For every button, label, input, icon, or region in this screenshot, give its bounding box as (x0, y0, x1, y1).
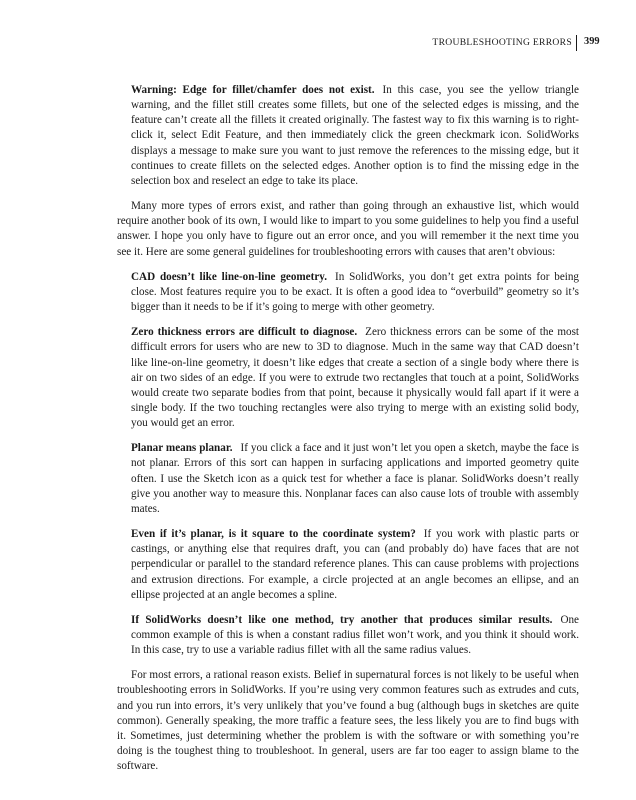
guideline-item (117, 441, 579, 517)
page-body (117, 83, 579, 784)
guidelines-intro-paragraph: Many more types of errors exist, and rather than going through an exhaustive list, which would require another book of its own, I would like to impart to you some guidelines to help you find a useful answer. I hope you only have to figure out an error once, and you will remember it the next time you see it. Here are some general guidelines for troubleshooting errors with causes that aren’t obvious: (117, 200, 579, 258)
guideline-text: One common example of this is when a constant radius fillet won’t work, and you think it should work. In this case, try to use a variable radius fillet with all the same radius values. (131, 613, 579, 657)
guideline-text: Zero thickness errors can be some of the most difficult errors for users who are new to 3D to diagnose. Much in the same way that CAD doesn’t like line-on-line geometry, it doesn’t like edges that create a section of a single body where there is air on two sides of an edge. If you were to extrude two rectangles that touch at a point, SolidWorks would create two separate bodies from that point, because it physically would fall apart if it were a single body. If the two touching rectangles were also trying to merge with an existing solid body, you would get an error. (131, 326, 580, 430)
guideline-item (117, 325, 579, 431)
page-number: 399 (584, 36, 600, 47)
guideline-heading: Zero thickness errors are difficult to diagnose. (131, 326, 358, 339)
closing-paragraph: For most errors, a rational reason exists. Belief in supernatural forces is not likely to be useful when troubleshooting errors in SolidWorks. If you’re using very common features such as extrudes and cuts, and you run into errors, it’s very unlikely that you’ve found a bug (although bugs in sketches are quite common). Generally speaking, the more traffic a feature sees, the less likely you are to find bugs with it. Sometimes, just determining whether the problem is with the software or with something you’re doing is the toughest thing to troubleshoot. In general, users are far too eager to assign blame to the software. (117, 669, 579, 773)
guideline-item (117, 270, 579, 315)
guideline-heading: Planar means planar. (131, 442, 233, 455)
guideline-heading: CAD doesn’t like line-on-line geometry. (131, 270, 328, 283)
page-header (0, 35, 636, 55)
warning-paragraph (117, 83, 579, 189)
header-divider (576, 35, 577, 51)
guideline-text: If you click a face and it just won’t let you open a sketch, maybe the face is not planar. Errors of this sort can happen in surfacing applications and imported geometry quite often. I use the Sketch icon as a quick test for whether a face is planar. SolidWorks doesn’t really give you another way to measure this. Nonplanar faces can also cause lots of trouble with assembly mates. (131, 442, 579, 515)
guideline-heading: If SolidWorks doesn’t like one method, try another that produces similar results. (131, 613, 553, 626)
guideline-heading: Even if it’s planar, is it square to the coordinate system? (131, 528, 416, 541)
warning-heading: Warning: Edge for fillet/chamfer does not exist. (131, 84, 375, 96)
guideline-item (117, 527, 579, 603)
guideline-item (117, 613, 579, 658)
guideline-text: In SolidWorks, you don’t get extra points for being close. Most features require you to be exact. It is often a good idea to “overbuild” geometry so it’s bigger than it needs to be if it’s going to merge with other geometry. (131, 270, 579, 314)
running-head: TROUBLESHOOTING ERRORS (432, 37, 572, 48)
warning-text: In this case, you see the yellow triangle warning, and the fillet still creates some fillets, but one of the selected edges is missing, and the feature can’t create all the fillets it created originally. The fastest way to fix this warning is to right-click it, select Edit Feature, and then immediately click the green checkmark icon. SolidWorks displays a message to make sure you want to just remove the references to the missing edge, but it continues to create fillets on the selected edges. Another option is to find the missing edge in the selection box and reselect an edge to take its place. (131, 84, 579, 187)
guideline-text: If you work with plastic parts or castings, or anything else that requires draft, you can (and probably do) have faces that are not perpendicular or parallel to the standard reference planes. This can cause problems with projections and extrusion directions. For example, a circle projected at an angle becomes an ellipse, and an ellipse projected at an angle becomes a spline. (131, 528, 579, 601)
